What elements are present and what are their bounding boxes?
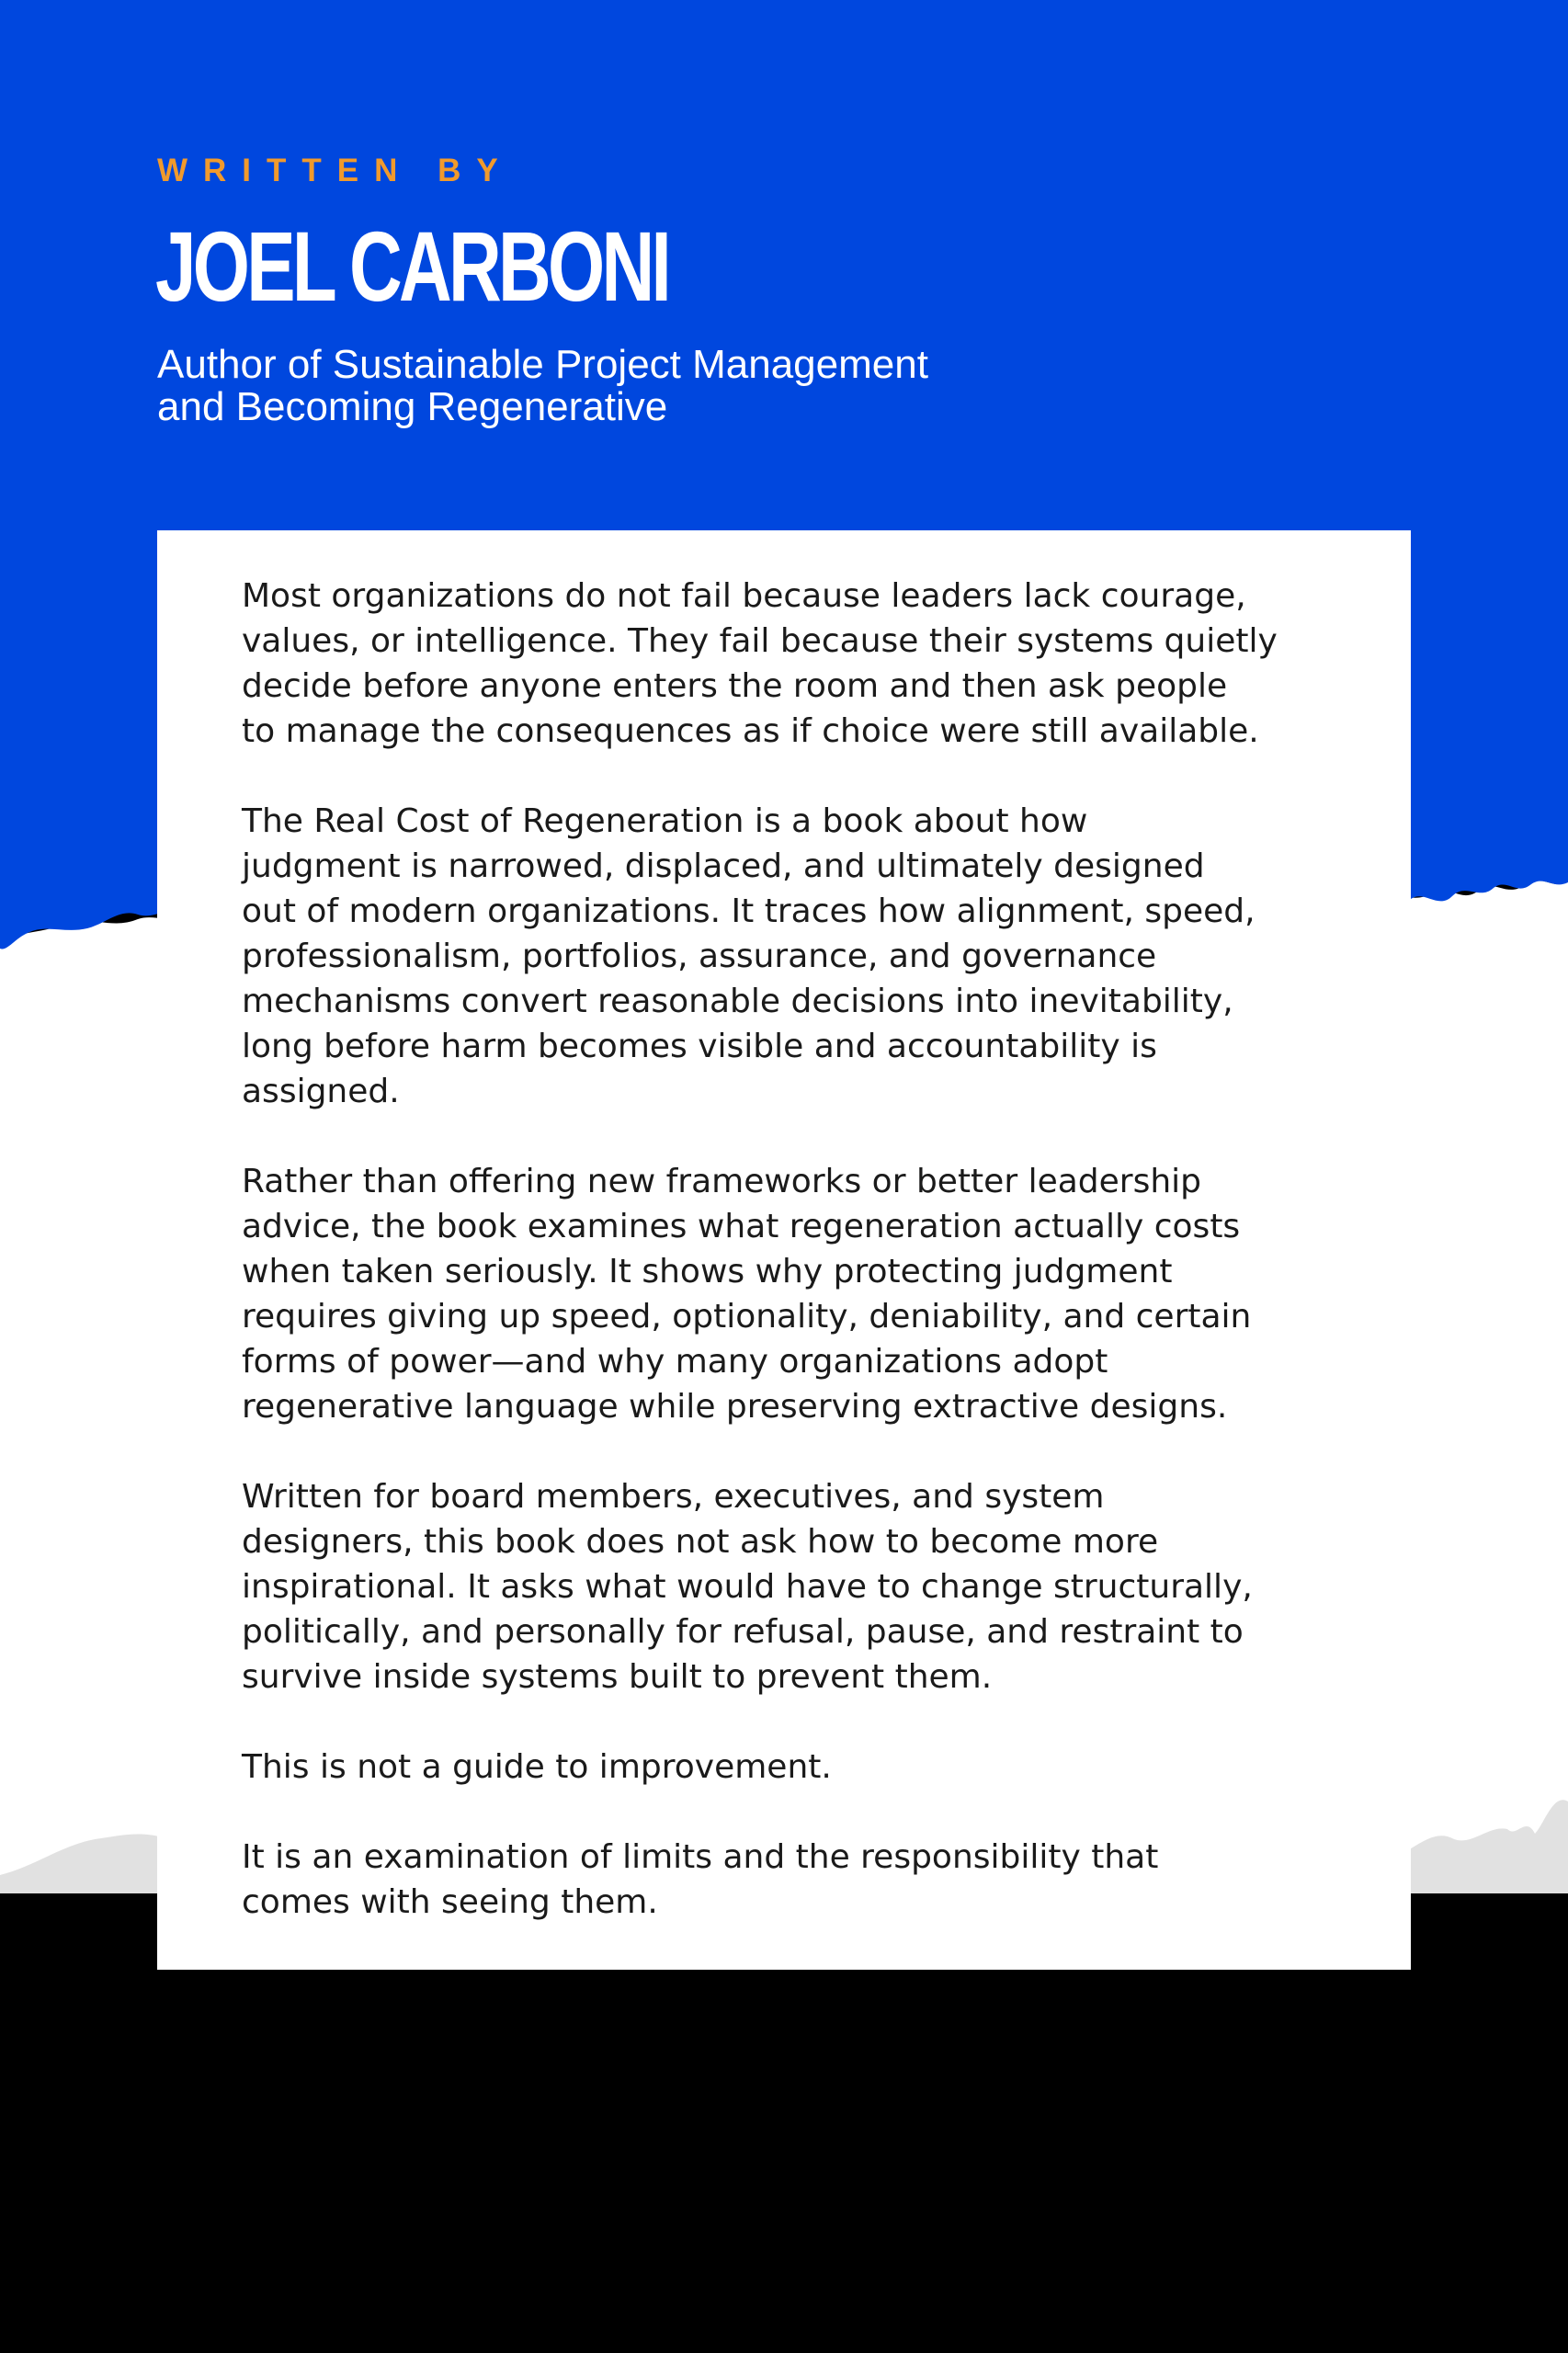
author-subtitle: Author of Sustainable Project Management and Becoming Regenerative (157, 342, 928, 429)
description-card (157, 530, 1411, 1970)
paragraph: It is an examination of limits and the responsibility that comes with seeing them. (242, 1838, 1159, 1921)
author-name: JOEL CARBONI (155, 210, 669, 322)
description-text (242, 574, 1354, 1925)
paragraph: Written for board members, executives, and system designers, this book does not ask how to become more inspirational. It asks what would have to change structurally, politically, and personally for refusal, pause, and restraint to survive inside systems built to prevent them. (242, 1478, 1253, 1696)
paragraph: Rather than offering new frameworks or better leadership advice, the book examines what regeneration actually costs when taken seriously. It shows why protecting judgment requires giving up speed, optionality, deniability, and certain forms of power—and why many organizations adopt regenerative language while preserving extractive designs. (242, 1163, 1252, 1426)
written-by-label: WRITTEN BY (157, 153, 514, 188)
paragraph: This is not a guide to improvement. (242, 1748, 832, 1786)
paragraph: The Real Cost of Regeneration is a book about how judgment is narrowed, displaced, and ultimately designed out of modern organizations. It traces how alignment, speed, professionalism, portfolios, assurance, and governance mechanisms convert reasonable decisions into inevitability, long before harm becomes visible and accountability is assigned. (242, 802, 1256, 1110)
paragraph: Most organizations do not fail because leaders lack courage, values, or intelligence. They fail because their systems quietly decide before anyone enters the room and then ask people to manage the consequences as if choice were still available. (242, 577, 1278, 750)
author-header (155, 153, 1352, 429)
